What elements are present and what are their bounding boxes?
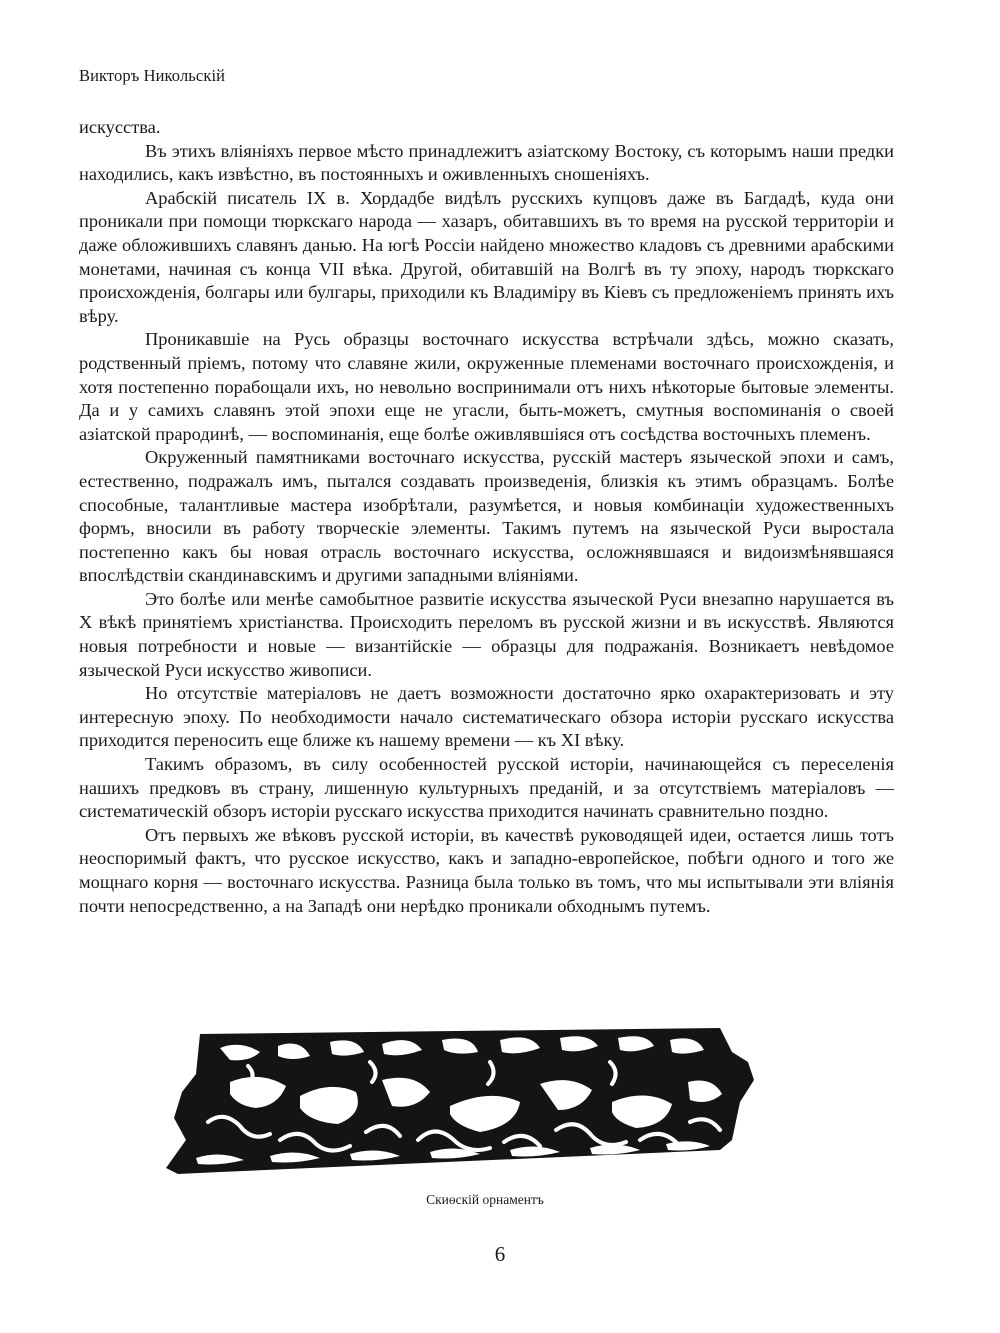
- running-head: Викторъ Никольскій: [79, 66, 226, 85]
- paragraph: Въ этихъ вліяніяхъ первое мѣсто принадлежитъ азіатскому Востоку, съ которымъ наши предки находились, какъ извѣстно, въ постоянныхъ и оживленныхъ сношеніяхъ.: [79, 140, 894, 185]
- paragraph: Арабскій писатель IX в. Хордадбе видѣлъ русскихъ купцовъ даже въ Багдадѣ, куда они проникали при помощи тюркскаго народа — хазаръ, обитавшихъ въ то время на русской территоріи и даже обложившихъ славянъ данью. На югѣ Россіи найдено множество кладовъ съ древними арабскими монетами, начиная съ конца VII вѣка. Другой, обитавшій на Волгѣ въ ту эпоху, народъ тюркскаго происхожденія, болгары или булгары, приходили къ Владиміру въ Кіевъ съ предложеніемъ принять ихъ вѣру.: [79, 187, 894, 326]
- paragraph: Это болѣе или менѣе самобытное развитіе искусства языческой Руси внезапно нарушается въ X вѣкѣ принятіемъ христіанства. Происходить переломъ въ русской жизни и въ искусствѣ. Являются новыя потребности и новые — византійскіе — образцы для подражанія. Возникаетъ невѣдомое языческой Руси искусство живописи.: [79, 588, 894, 680]
- ornament-graphic: [160, 1022, 755, 1177]
- paragraph: Окруженный памятниками восточнаго искусства, русскій мастеръ языческой эпохи и самъ, естественно, подражалъ имъ, пытался создавать произведенія, близкія къ этимъ образцамъ. Болѣе способные, талантливые мастера изобрѣтали, разумѣется, и новыя комбинаціи художественныхъ формъ, вносили въ работу творческіе элементы. Такимъ путемъ на языческой Руси выростала постепенно какъ бы новая отрасль восточнаго искусства, осложнявшаяся и видоизмѣнявшаяся впослѣдствіи скандинавскимъ и другими западными вліяніями.: [79, 447, 894, 586]
- paragraph: искусства.: [79, 117, 161, 137]
- scythian-ornament-illustration: [160, 1022, 755, 1177]
- paragraph: Отъ первыхъ же вѣковъ русской исторіи, въ качествѣ руководящей идеи, остается лишь тотъ неоспоримый фактъ, что русское искусство, какъ и западно-европейское, побѣги одного и того же мощнаго корня — восточнаго искусства. Разница была только въ томъ, что мы испытывали эти вліянія почти непосредственно, а на Западѣ они нерѣдко проникали обходнымъ путемъ.: [79, 824, 894, 916]
- figure-caption: Скиѳскій орнаментъ: [426, 1192, 544, 1207]
- paragraph: Но отсутствіе матеріаловъ не даетъ возможности достаточно ярко охарактеризовать и эту интересную эпоху. По необходимости начало систематическаго обзора исторіи русскаго искусства приходится переносить еще ближе къ нашему времени — къ XI вѣку.: [79, 683, 894, 751]
- page-number: 6: [494, 1242, 506, 1266]
- body-text: [79, 116, 894, 918]
- paragraph: Проникавшіе на Русь образцы восточнаго искусства встрѣчали здѣсь, можно сказать, родственный пріемъ, потому что славяне жили, окруженные племенами восточнаго происхожденія, и хотя постепенно порабощали ихъ, но невольно воспринимали отъ нихъ нѣкоторые бытовые элементы. Да и у самихъ славянъ этой эпохи еще не угасли, быть-можетъ, смутныя воспоминанія о своей азіатской прародинѣ, — воспоминанія, еще болѣе оживлявшіяся отъ сосѣдства восточныхъ племенъ.: [79, 329, 894, 444]
- paragraph: Такимъ образомъ, въ силу особенностей русской исторіи, начинающейся съ переселенія нашихъ предковъ въ страну, лишенную культурныхъ преданій, и за отсутствіемъ матеріаловъ — систематическій обзоръ исторіи русскаго искусства приходится начинать сравнительно поздно.: [79, 754, 894, 822]
